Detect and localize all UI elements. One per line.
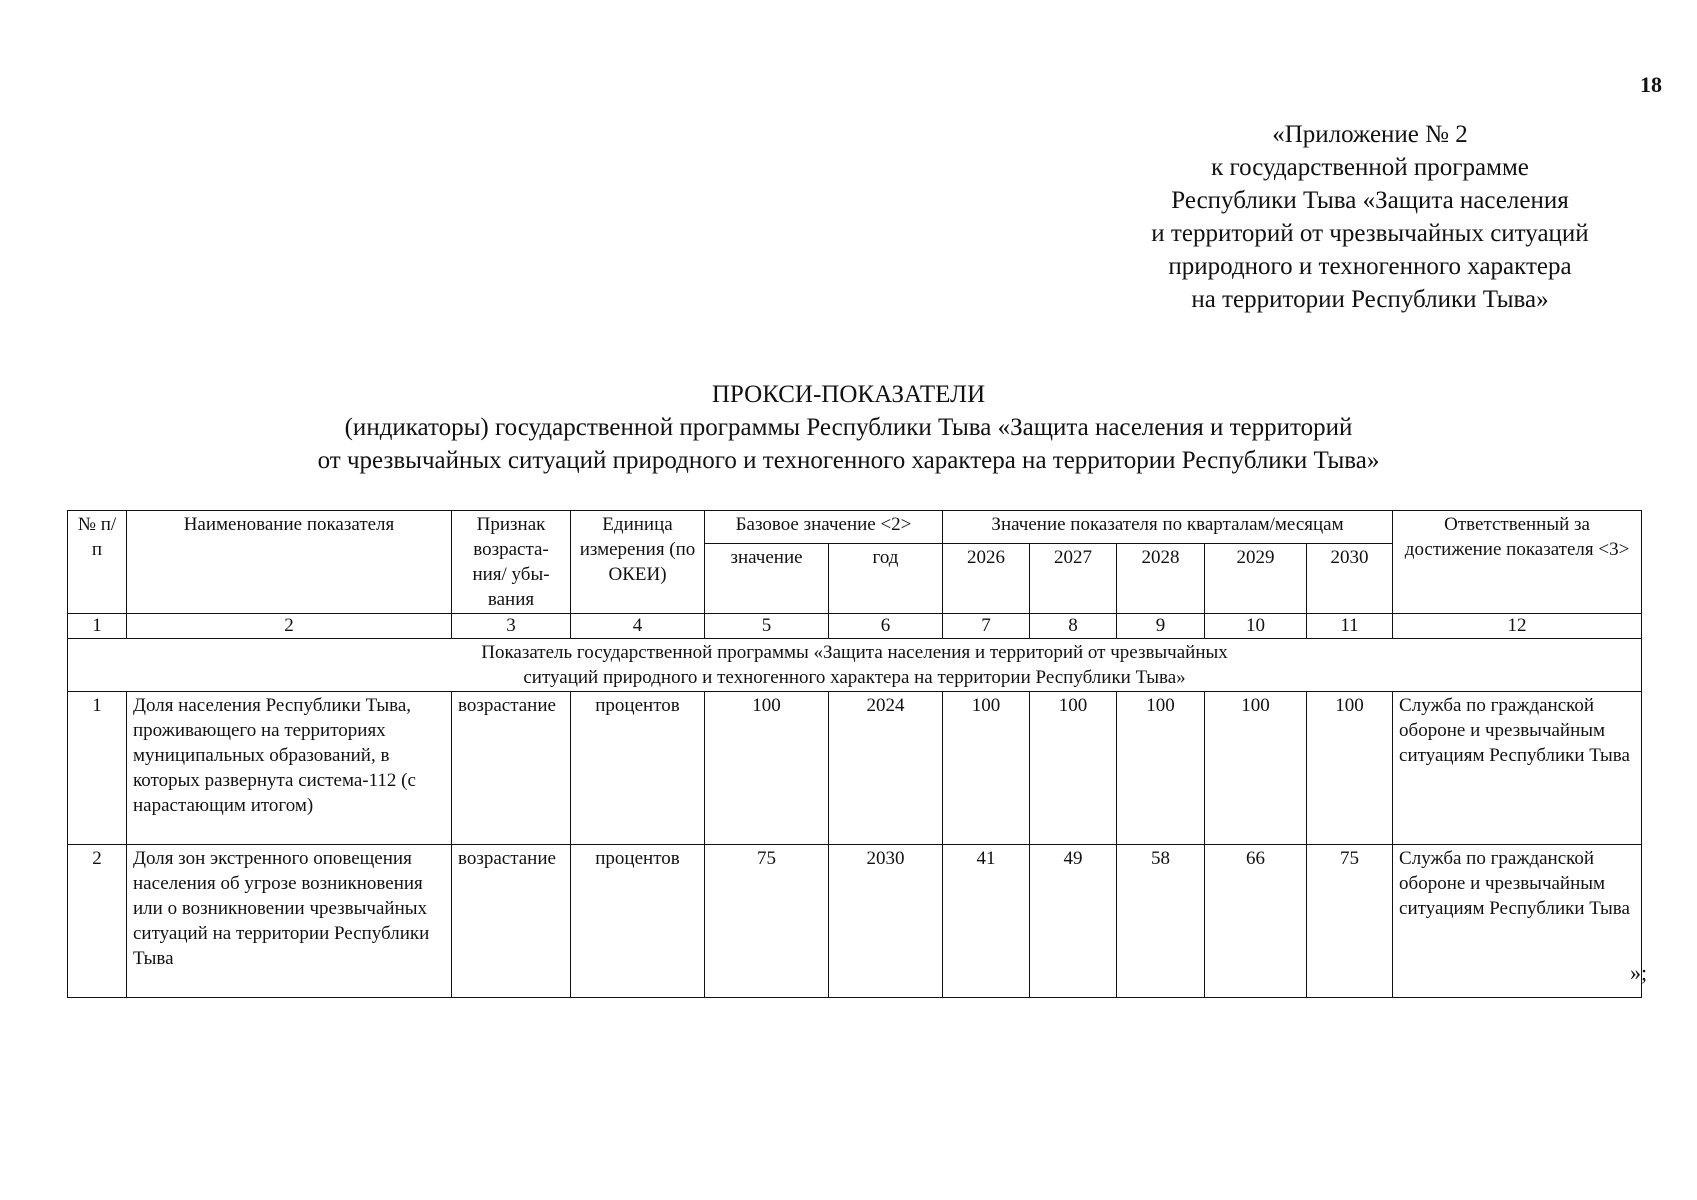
header-name: Наименование показателя [127,511,452,614]
row-value: 66 [1205,845,1307,998]
column-number: 4 [571,614,705,639]
row-responsible: Служба по гражданской обороне и чрезвычайным ситуациям Республики Тыва [1393,845,1642,998]
appendix-line: природного и техногенного характера [1168,253,1572,280]
header-year: 2026 [943,544,1030,614]
table-row [68,692,1642,845]
appendix-note [1120,118,1620,316]
row-unit: процентов [571,845,705,998]
row-value: 75 [1307,845,1393,998]
column-number: 5 [705,614,829,639]
row-value: 58 [1117,845,1205,998]
page-number: 18 [1640,72,1662,97]
row-num: 1 [68,692,127,845]
row-base-year: 2030 [829,845,943,998]
appendix-line: Республики Тыва «Защита населения [1171,187,1569,214]
group-title [68,639,1642,692]
header-year: 2030 [1307,544,1393,614]
header-row-top [68,511,1642,544]
row-value: 100 [1307,692,1393,845]
column-number: 8 [1030,614,1117,639]
header-num: № п/п [68,511,127,614]
header-unit: Единица измерения (по ОКЕИ) [571,511,705,614]
group-row [68,639,1642,692]
column-number-row [68,614,1642,639]
column-number: 1 [68,614,127,639]
header-base: Базовое значение <2> [705,511,943,544]
appendix-line: на территории Республики Тыва» [1191,286,1549,313]
header-year: 2028 [1117,544,1205,614]
title-heading: ПРОКСИ-ПОКАЗАТЕЛИ [711,381,986,408]
row-num: 2 [68,845,127,998]
header-sign: Признак возраста-ния/ убы-вания [452,511,571,614]
row-base-value: 100 [705,692,829,845]
appendix-line: «Приложение № 2 [1272,121,1468,148]
title-line-1: (индикаторы) государственной программы Республики Тыва «Защита населения и территорий [344,414,1353,441]
indicators-table [67,510,1642,998]
group-title-line-1: Показатель государственной программы «Защита населения и территорий от чрезвычайных [481,642,1228,663]
header-base-year: год [829,544,943,614]
column-number: 12 [1393,614,1642,639]
row-value: 100 [1030,692,1117,845]
header-year: 2027 [1030,544,1117,614]
closing-quote-mark: »; [1630,960,1648,985]
table-row [68,845,1642,998]
row-value: 49 [1030,845,1117,998]
row-value: 41 [943,845,1030,998]
column-number: 6 [829,614,943,639]
row-sign: возрастание [452,845,571,998]
row-value: 100 [1205,692,1307,845]
document-title [0,378,1697,477]
column-number: 3 [452,614,571,639]
title-line-2: от чрезвычайных ситуаций природного и техногенного характера на территории Республики Тыва» [317,447,1380,474]
header-quarters: Значение показателя по кварталам/месяцам [943,511,1393,544]
header-year: 2029 [1205,544,1307,614]
row-name: Доля зон экстренного оповещения населения об угрозе возникновения или о возникновении чрезвычайных ситуаций на территории Республики Тыва [127,845,452,998]
column-number: 11 [1307,614,1393,639]
column-number: 7 [943,614,1030,639]
column-number: 2 [127,614,452,639]
column-number: 10 [1205,614,1307,639]
appendix-line: к государственной программе [1211,154,1529,181]
row-value: 100 [1117,692,1205,845]
header-responsible: Ответственный за достижение показателя <3> [1393,511,1642,614]
row-responsible: Служба по гражданской обороне и чрезвычайным ситуациям Республики Тыва [1393,692,1642,845]
row-base-year: 2024 [829,692,943,845]
appendix-line: и территорий от чрезвычайных ситуаций [1151,220,1589,247]
row-base-value: 75 [705,845,829,998]
row-unit: процентов [571,692,705,845]
header-base-value: значение [705,544,829,614]
group-title-line-2: ситуаций природного и техногенного характера на территории Республики Тыва» [523,667,1186,688]
row-value: 100 [943,692,1030,845]
row-sign: возрастание [452,692,571,845]
column-number: 9 [1117,614,1205,639]
row-name: Доля населения Республики Тыва, проживающего на территориях муниципальных образований, в которых развернута система-112 (с нарастающим итогом) [127,692,452,845]
